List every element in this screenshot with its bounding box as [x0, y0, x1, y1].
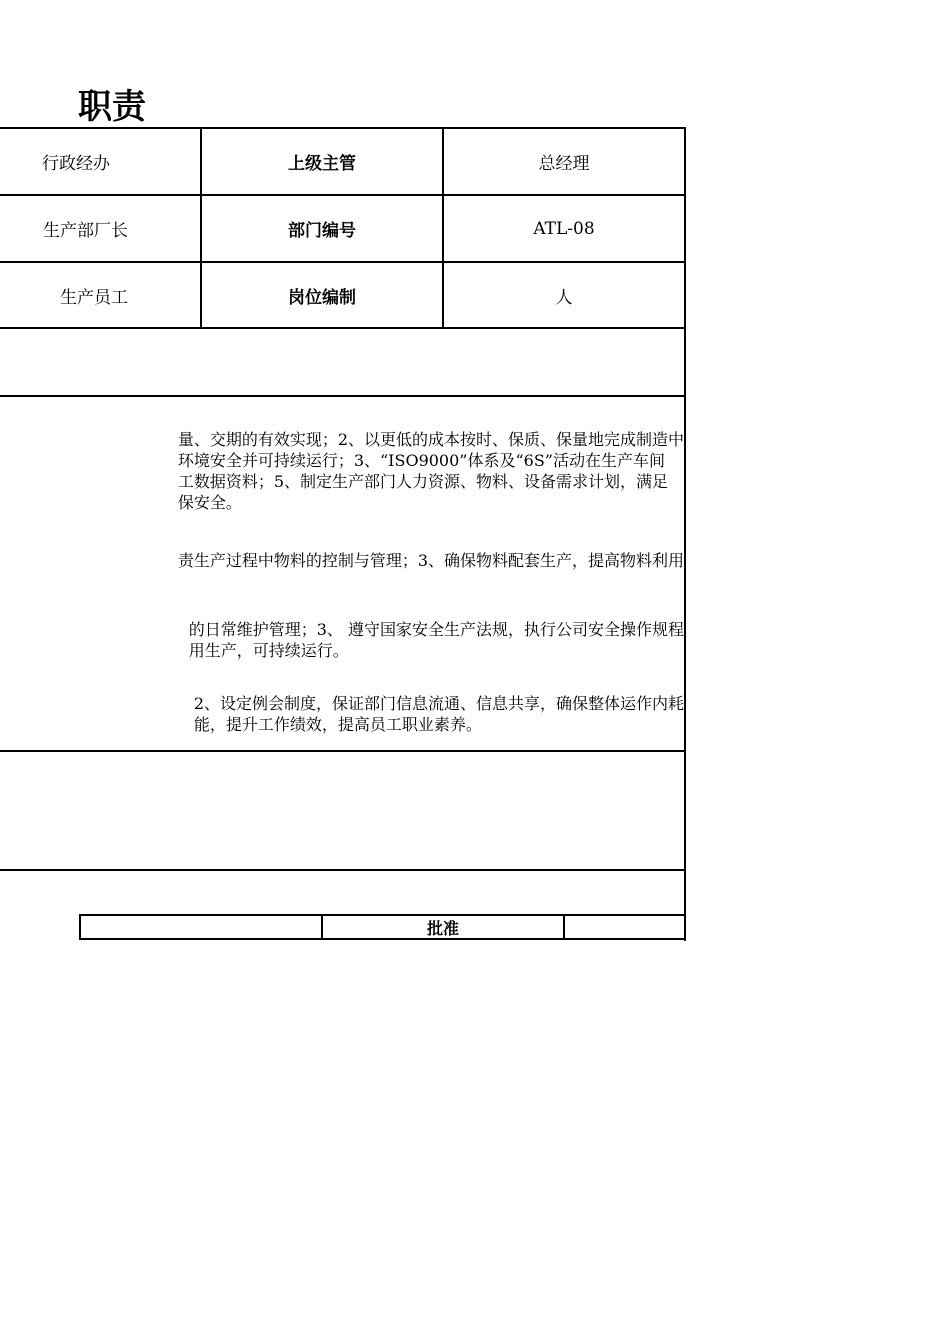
duty-paragraph-2: 责生产过程中物料的控制与管理；3、确保物料配套生产，提高物料利用 — [177, 551, 684, 570]
duty-paragraph-4: 2、设定例会制度，保证部门信息流通、信息共享，确保整体运作内耗 能，提升工作绩效，提高员工职业素养。 — [193, 694, 684, 734]
footer-divider-2 — [563, 914, 565, 940]
footer-bottom-border — [79, 938, 686, 940]
footer-left-border — [79, 914, 81, 940]
dept-code-label: 部门编号 — [288, 221, 356, 241]
supervisor-label: 上级主管 — [288, 154, 356, 174]
info-row — [0, 129, 200, 194]
job-description-table — [0, 127, 686, 941]
table-right-border — [684, 127, 686, 941]
supervisor-left-value: 行政经办 — [42, 154, 110, 174]
row-divider-3 — [0, 327, 686, 329]
duty-paragraph-1: 量、交期的有效实现；2、以更低的成本按时、保质、保量地完成制造中 环境安全并可持续运行；3、“ISO9000”体系及“6S”活动在生产车间 工数据资料；5、制定生产部门人力资源、物料、设备需求计划，满足 保安全。 — [177, 430, 684, 512]
row-divider-5 — [0, 750, 686, 752]
info-row — [0, 263, 200, 327]
staff-left-value: 生产员工 — [60, 287, 128, 308]
duties-section — [0, 397, 684, 750]
dept-code-value: ATL-08 — [533, 218, 595, 239]
page-title: 职责 — [78, 87, 146, 127]
row-divider-6 — [0, 869, 686, 871]
approve-label: 批准 — [426, 918, 459, 938]
duty-paragraph-3: 的日常维护管理；3、 遵守国家安全生产法规，执行公司安全操作规程 用生产，可持续运行。 — [188, 620, 684, 660]
info-row — [0, 196, 200, 261]
dept-left-value: 生产部厂长 — [43, 221, 128, 241]
headcount-label: 岗位编制 — [288, 287, 356, 308]
headcount-value: 人 — [555, 287, 573, 308]
supervisor-value: 总经理 — [538, 154, 590, 174]
